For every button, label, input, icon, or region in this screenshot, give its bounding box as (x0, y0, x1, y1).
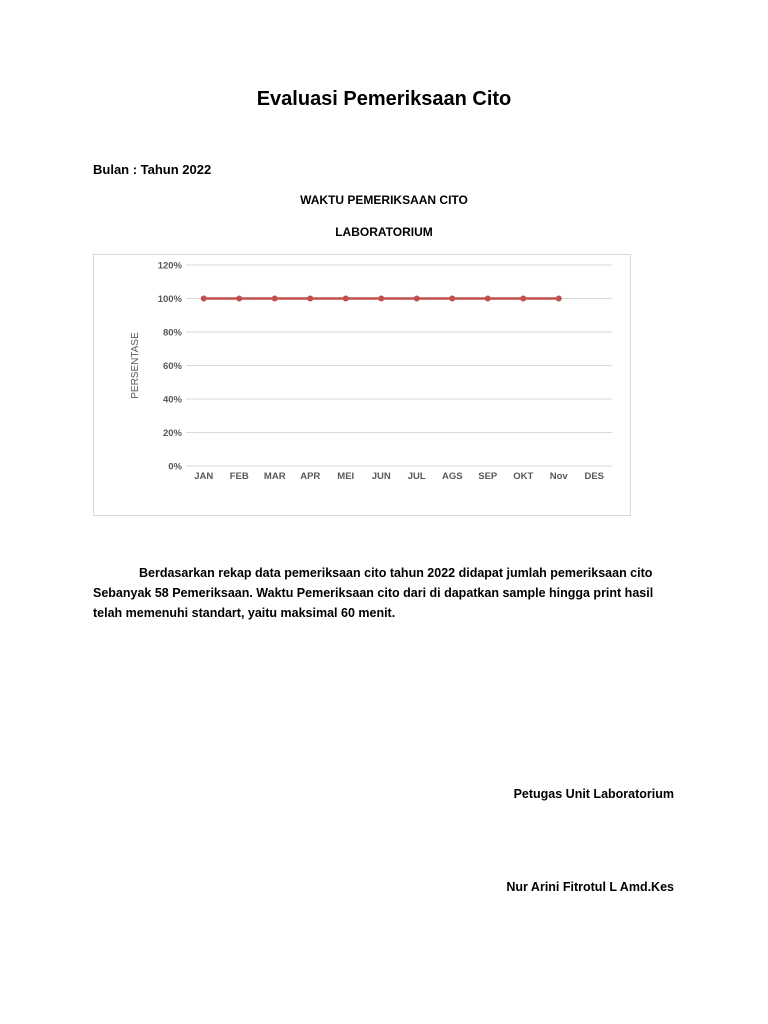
x-tick-label: FEB (229, 471, 249, 482)
x-tick-label: MEI (337, 471, 355, 482)
data-point (201, 296, 207, 302)
signature-name: Nur Arini Fitrotul L Amd.Kes (506, 880, 674, 894)
x-tick-label: OKT (513, 471, 534, 482)
x-tick-label: JUN (371, 471, 391, 482)
signature-role: Petugas Unit Laboratorium (513, 787, 674, 801)
data-point (449, 296, 455, 302)
data-point (236, 296, 242, 302)
y-tick-label: 60% (162, 361, 182, 372)
chart-heading-primary: WAKTU PEMERIKSAAN CITO (300, 193, 468, 207)
x-tick-label: DES (584, 471, 605, 482)
data-point (485, 296, 491, 302)
y-tick-label: 0% (168, 461, 182, 473)
chart-heading-secondary: LABORATORIUM (335, 225, 433, 239)
x-tick-label: APR (300, 471, 321, 482)
y-tick-label: 80% (162, 327, 182, 339)
data-point (556, 296, 562, 302)
data-point (272, 296, 278, 302)
x-tick-label: MAR (263, 471, 286, 482)
data-point (414, 296, 420, 302)
y-tick-label: 20% (162, 428, 182, 439)
x-tick-label: JAN (194, 471, 214, 482)
x-tick-label: JUL (407, 471, 426, 482)
x-tick-label: AGS (441, 471, 463, 482)
y-axis-label: PERSENTASE (130, 332, 141, 399)
y-tick-label: 100% (157, 294, 182, 305)
chart-canvas (94, 255, 632, 517)
data-point (378, 296, 384, 302)
x-tick-label: SEP (478, 471, 498, 482)
y-tick-label: 120% (157, 260, 182, 272)
summary-paragraph (93, 563, 668, 623)
document-title: Evaluasi Pemeriksaan Cito (256, 88, 512, 110)
summary-text: Berdasarkan rekap data pemeriksaan cito tahun 2022 didapat jumlah pemeriksaan cito Sebanyak 58 Pemeriksaan. Waktu Pemeriksaan cito dari di dapatkan sample hingga print hasil telah memenuhi standart, yaitu maksimal 60 menit. (93, 566, 654, 620)
data-point (343, 296, 349, 302)
data-point (307, 296, 313, 302)
line-chart (93, 254, 631, 516)
period-label: Bulan : Tahun 2022 (93, 162, 212, 177)
x-tick-label: Nov (549, 471, 568, 482)
data-point (520, 296, 526, 302)
y-tick-label: 40% (162, 394, 182, 406)
